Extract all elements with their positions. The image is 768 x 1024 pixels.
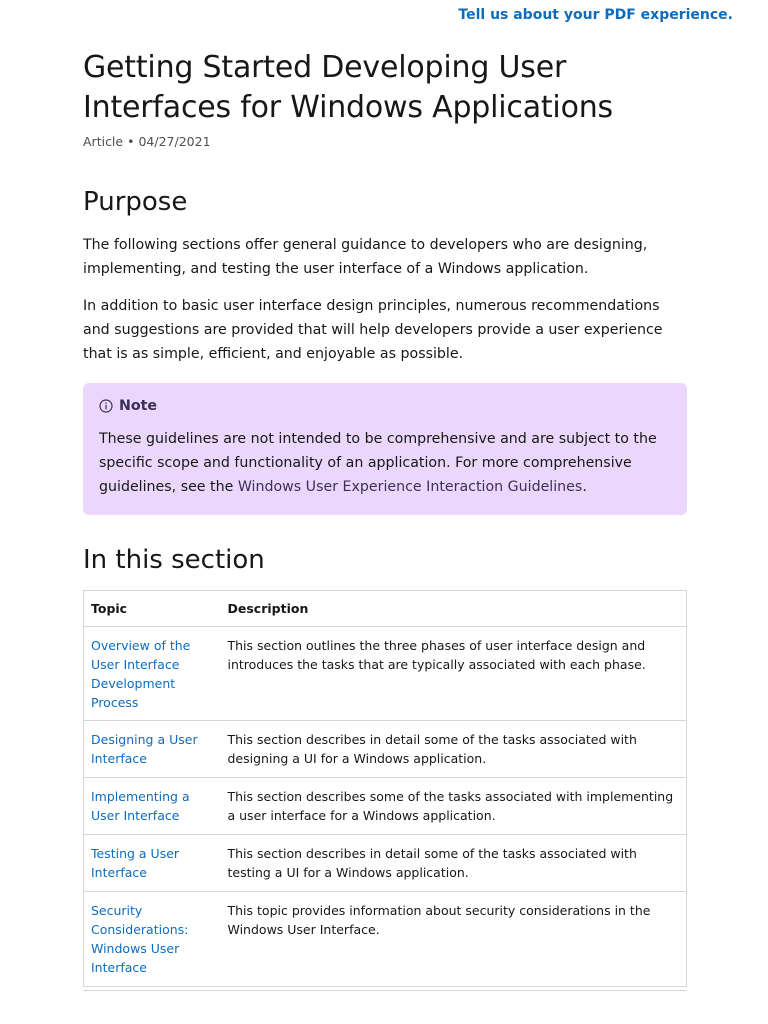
topic-link-security[interactable]: Security Considerations: Windows User Interface	[91, 903, 189, 975]
note-body	[99, 427, 671, 499]
note-callout	[83, 383, 687, 515]
meta-separator: •	[127, 134, 135, 149]
topic-description: This section describes in detail some of the tasks associated with testing a UI for a Windows application.	[221, 835, 687, 892]
purpose-paragraph-1: The following sections offer general guidance to developers who are designing, implementing, and testing the user interface of a Windows application.	[83, 237, 648, 277]
table-row	[84, 892, 687, 987]
topic-description: This topic provides information about security considerations in the Windows User Interface.	[221, 892, 687, 987]
topic-link-testing[interactable]: Testing a User Interface	[91, 846, 180, 880]
pdf-feedback-link[interactable]: Tell us about your PDF experience.	[458, 7, 733, 23]
bottom-divider	[83, 990, 687, 991]
topic-link-overview[interactable]: Overview of the User Interface Development Process	[91, 638, 191, 710]
topics-table	[83, 590, 687, 987]
article-content	[83, 48, 687, 987]
note-text: These guidelines are not intended to be comprehensive and are subject to the specific scope and functionality of an application. For more comprehensive guidelines, see the	[99, 431, 657, 495]
in-this-section-heading: In this section	[83, 545, 265, 575]
topic-description: This section describes some of the tasks associated with implementing a user interface for a Windows application.	[221, 778, 687, 835]
info-icon	[99, 399, 113, 413]
article-date: 04/27/2021	[138, 134, 211, 149]
page-title: Getting Started Developing User Interfaces for Windows Applications	[83, 50, 613, 125]
article-type: Article	[83, 134, 124, 149]
table-row	[84, 627, 687, 721]
topic-description: This section outlines the three phases of user interface design and introduces the tasks that are typically associated with each phase.	[221, 627, 687, 721]
table-header-row	[84, 591, 687, 627]
topic-link-designing[interactable]: Designing a User Interface	[91, 732, 198, 766]
topic-link-implementing[interactable]: Implementing a User Interface	[91, 789, 190, 823]
column-header-description: Description	[221, 591, 687, 627]
table-row	[84, 778, 687, 835]
purpose-paragraph-2: In addition to basic user interface design principles, numerous recommendations and suggestions are provided that will help developers provide a user experience that is as simple, efficient, and enjoyable as possible.	[83, 298, 663, 362]
note-title	[99, 398, 671, 414]
column-header-topic: Topic	[84, 591, 221, 627]
purpose-heading: Purpose	[83, 187, 188, 217]
article-meta	[83, 134, 687, 149]
topic-description: This section describes in detail some of the tasks associated with designing a UI for a Windows application.	[221, 721, 687, 778]
table-row	[84, 835, 687, 892]
ux-guidelines-link[interactable]: Windows User Experience Interaction Guidelines	[237, 479, 583, 495]
table-row	[84, 721, 687, 778]
note-title-label: Note	[119, 398, 158, 414]
note-text-end: .	[582, 479, 587, 495]
